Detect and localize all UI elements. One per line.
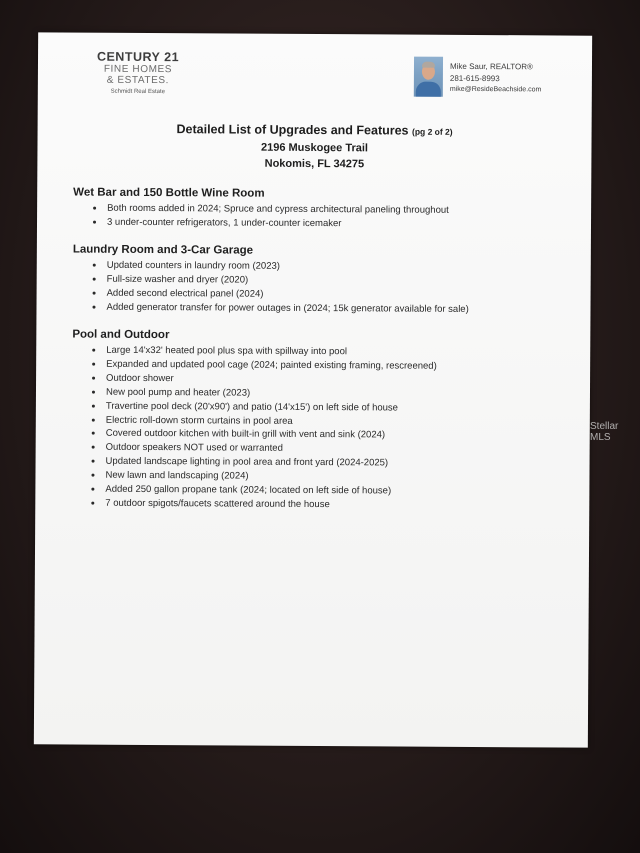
list-item: • New pool pump and heater (2023) xyxy=(104,385,437,401)
agent-email: mike@ResideBeachside.com xyxy=(449,85,542,94)
section-pool-outdoor xyxy=(71,329,437,513)
feature-list xyxy=(72,259,469,317)
section-heading: Wet Bar and 150 Bottle Wine Room xyxy=(73,186,265,200)
document-title xyxy=(37,120,591,173)
feature-list xyxy=(73,202,449,232)
list-item: • Outdoor speakers NOT used or warranted xyxy=(104,441,437,457)
logo-line-2: & ESTATES. xyxy=(106,74,170,87)
section-heading: Pool and Outdoor xyxy=(72,328,170,342)
list-item: • Travertine pool deck (20'x90') and patio (14'x15') on left side of house xyxy=(104,399,437,415)
feature-list xyxy=(71,344,437,513)
logo-brand: CENTURY 21 xyxy=(96,49,180,65)
agent-photo xyxy=(414,57,443,97)
list-item: • Updated counters in laundry room (2023) xyxy=(105,259,469,275)
brokerage-logo xyxy=(96,50,180,96)
list-item: • Added 250 gallon propane tank (2024; located on left side of house) xyxy=(103,483,436,499)
list-item: • Expanded and updated pool cage (2024; painted existing framing, rescreened) xyxy=(104,358,437,374)
logo-line-1: FINE HOMES xyxy=(103,63,173,76)
logo-subtitle: Schmidt Real Estate xyxy=(110,88,166,96)
section-heading: Laundry Room and 3-Car Garage xyxy=(72,243,254,257)
title-text: Detailed List of Upgrades and Features xyxy=(176,122,409,138)
list-item: • Full-size washer and dryer (2020) xyxy=(105,273,469,289)
list-item: • Added generator transfer for power outages in (2024; 15k generator available for sale) xyxy=(104,300,468,316)
list-item: • Added second electrical panel (2024) xyxy=(105,287,469,303)
property-city: Nokomis, FL 34275 xyxy=(264,157,365,171)
document-page xyxy=(34,32,592,747)
agent-name: Mike Saur, REALTOR® xyxy=(449,61,533,72)
list-item: • 7 outdoor spigots/faucets scattered around the house xyxy=(103,497,436,513)
agent-contact xyxy=(450,61,542,96)
list-item: • Electric roll-down storm curtains in pool area xyxy=(104,413,437,429)
mls-watermark: Stellar MLS xyxy=(590,421,619,443)
list-item: • 3 under-counter refrigerators, 1 under-counter icemaker xyxy=(105,216,449,232)
list-item: • Outdoor shower xyxy=(104,372,437,388)
list-item: • Covered outdoor kitchen with built-in grill with vent and sink (2024) xyxy=(104,427,437,443)
page-note: (pg 2 of 2) xyxy=(411,126,453,137)
agent-phone: 281-615-8993 xyxy=(449,73,500,83)
section-laundry-garage xyxy=(72,244,469,317)
property-address: 2196 Muskogee Trail xyxy=(260,141,369,155)
list-item: • New lawn and landscaping (2024) xyxy=(103,469,436,485)
list-item: • Large 14'x32' heated pool plus spa with spillway into pool xyxy=(104,344,437,360)
list-item: • Both rooms added in 2024; Spruce and cypress architectural paneling throughout xyxy=(105,202,449,218)
section-wet-bar xyxy=(73,187,449,232)
list-item: • Updated landscape lighting in pool area and front yard (2024-2025) xyxy=(104,455,437,471)
